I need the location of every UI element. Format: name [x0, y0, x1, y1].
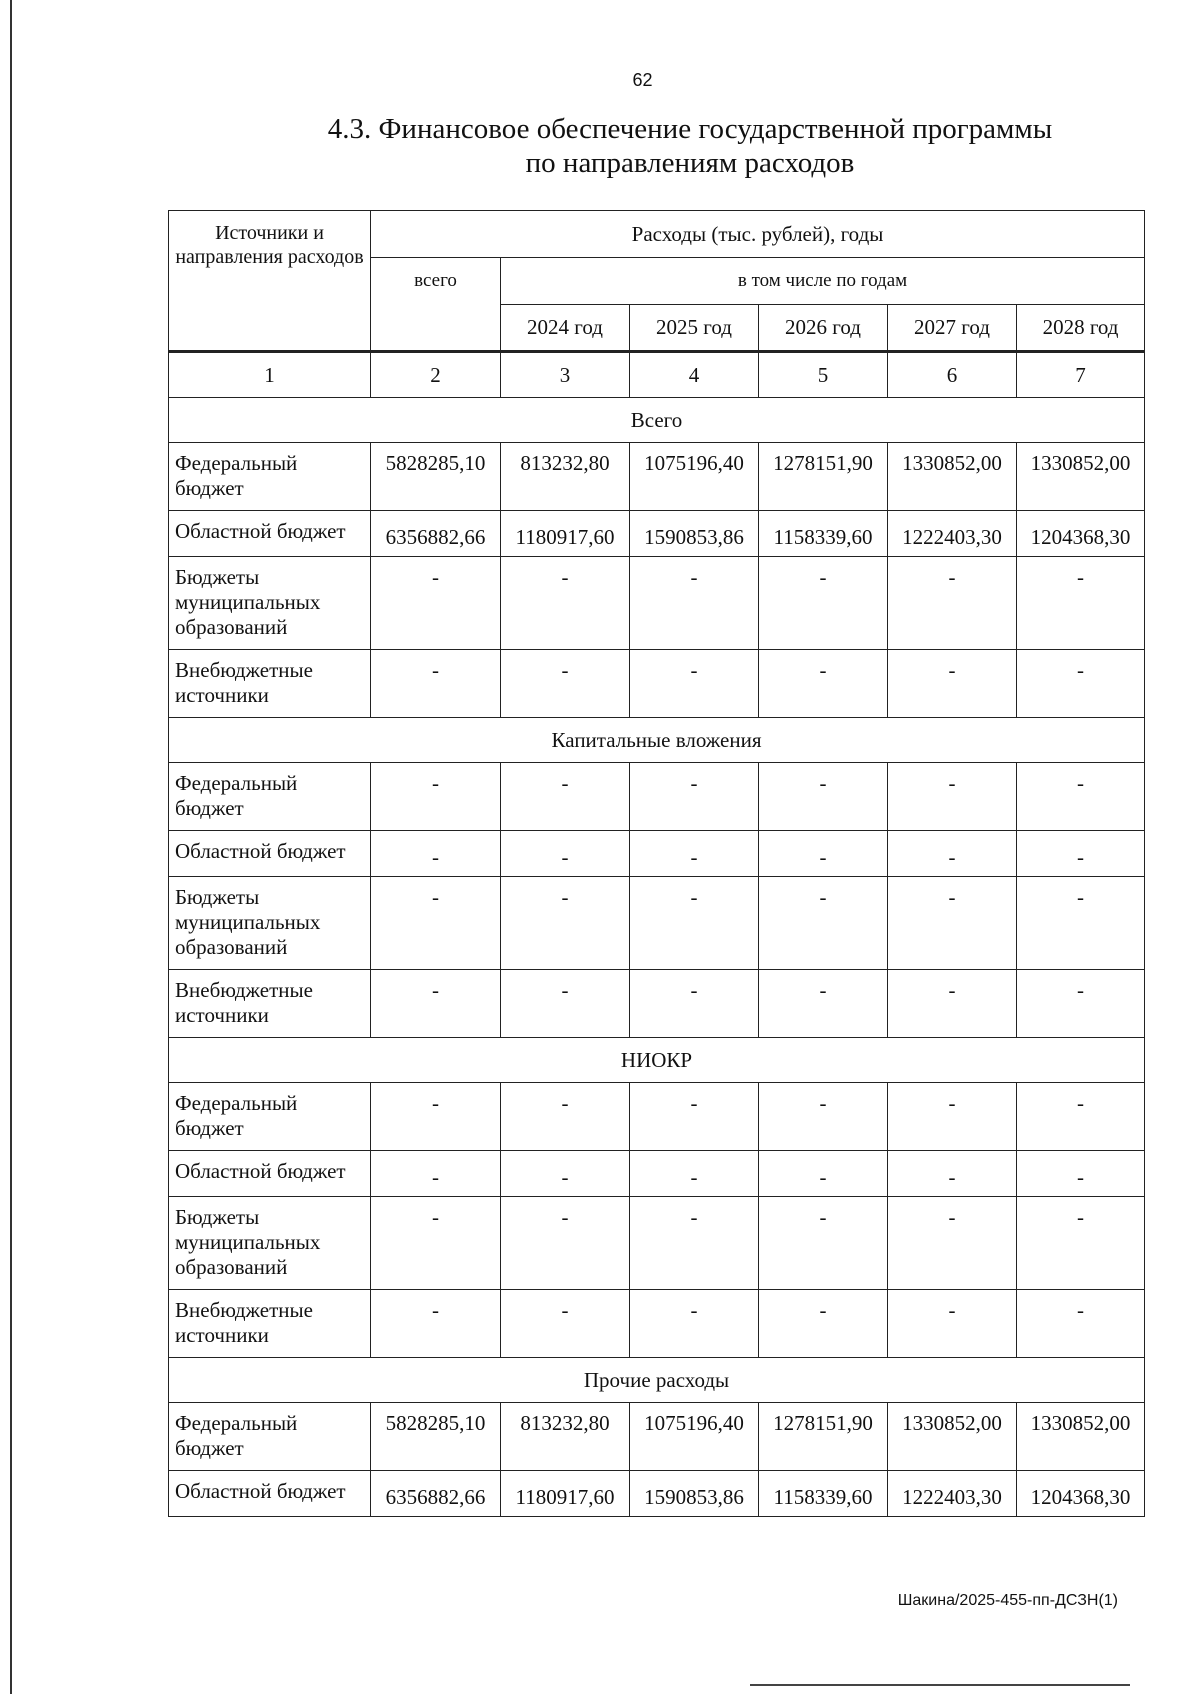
- cell-value: -: [1017, 970, 1145, 1038]
- cell-value: -: [630, 650, 759, 718]
- cell-value: -: [888, 970, 1017, 1038]
- cell-value: 5828285,10: [371, 1403, 501, 1471]
- cell-value: -: [759, 877, 888, 970]
- section-row: [169, 398, 1145, 443]
- cell-value: -: [1017, 1197, 1145, 1290]
- table-row: [169, 1151, 1145, 1197]
- cell-value: -: [501, 1083, 630, 1151]
- cell-value: -: [630, 557, 759, 650]
- cell-value: -: [759, 1197, 888, 1290]
- cell-value: -: [1017, 831, 1145, 877]
- cell-value: 1590853,86: [630, 511, 759, 557]
- row-label: Федеральный бюджет: [169, 1403, 371, 1471]
- header-year: 2026 год: [759, 305, 888, 352]
- cell-value: 6356882,66: [371, 511, 501, 557]
- table-row: [169, 1197, 1145, 1290]
- cell-value: -: [1017, 877, 1145, 970]
- cell-value: -: [371, 1151, 501, 1197]
- table-row: [169, 763, 1145, 831]
- section-title: Всего: [169, 398, 1145, 443]
- cell-value: 1158339,60: [759, 511, 888, 557]
- cell-value: -: [371, 763, 501, 831]
- cell-value: 1158339,60: [759, 1471, 888, 1517]
- cell-value: -: [501, 831, 630, 877]
- cell-value: -: [759, 763, 888, 831]
- cell-value: 1330852,00: [1017, 1403, 1145, 1471]
- scan-bottom-line: [750, 1684, 1130, 1686]
- cell-value: -: [888, 1197, 1017, 1290]
- cell-value: -: [1017, 650, 1145, 718]
- cell-value: 1075196,40: [630, 1403, 759, 1471]
- row-label: Бюджеты муниципальных образований: [169, 1197, 371, 1290]
- financing-table: [168, 210, 1145, 1517]
- table-row: [169, 831, 1145, 877]
- table-row: [169, 1471, 1145, 1517]
- header-including: в том числе по годам: [501, 258, 1145, 305]
- page-title: [230, 112, 1150, 180]
- cell-value: -: [501, 557, 630, 650]
- cell-value: 1204368,30: [1017, 1471, 1145, 1517]
- column-number: 1: [169, 352, 371, 398]
- table-row: [169, 650, 1145, 718]
- section-title: Прочие расходы: [169, 1358, 1145, 1403]
- scan-edge-line: [10, 0, 12, 1694]
- cell-value: -: [371, 1083, 501, 1151]
- section-title: НИОКР: [169, 1038, 1145, 1083]
- title-line-1: 4.3. Финансовое обеспечение государственной программы: [327, 113, 1053, 145]
- row-label: Внебюджетные источники: [169, 970, 371, 1038]
- cell-value: 1330852,00: [1017, 443, 1145, 511]
- column-number: 4: [630, 352, 759, 398]
- header-total: всего: [371, 258, 501, 352]
- header-expenses: Расходы (тыс. рублей), годы: [371, 211, 1145, 258]
- cell-value: -: [630, 763, 759, 831]
- cell-value: -: [630, 1083, 759, 1151]
- row-label: Бюджеты муниципальных образований: [169, 877, 371, 970]
- cell-value: -: [1017, 763, 1145, 831]
- title-line-2: по направлениям расходов: [525, 147, 855, 179]
- cell-value: -: [888, 831, 1017, 877]
- cell-value: 1180917,60: [501, 511, 630, 557]
- cell-value: 1075196,40: [630, 443, 759, 511]
- cell-value: -: [501, 1290, 630, 1358]
- page-number: 62: [632, 70, 653, 90]
- cell-value: -: [1017, 1151, 1145, 1197]
- cell-value: -: [888, 1151, 1017, 1197]
- cell-value: -: [888, 763, 1017, 831]
- column-number: 5: [759, 352, 888, 398]
- cell-value: 813232,80: [501, 443, 630, 511]
- table-row: [169, 1403, 1145, 1471]
- cell-value: 1278151,90: [759, 1403, 888, 1471]
- cell-value: -: [630, 877, 759, 970]
- table-row: [169, 877, 1145, 970]
- cell-value: -: [501, 1197, 630, 1290]
- cell-value: 1180917,60: [501, 1471, 630, 1517]
- cell-value: -: [888, 877, 1017, 970]
- header-year: 2028 год: [1017, 305, 1145, 352]
- cell-value: 1222403,30: [888, 511, 1017, 557]
- cell-value: -: [1017, 1290, 1145, 1358]
- table-row: [169, 511, 1145, 557]
- header-year: 2025 год: [630, 305, 759, 352]
- cell-value: 6356882,66: [371, 1471, 501, 1517]
- cell-value: -: [1017, 557, 1145, 650]
- table-row: [169, 557, 1145, 650]
- cell-value: -: [759, 1083, 888, 1151]
- cell-value: -: [501, 970, 630, 1038]
- cell-value: -: [630, 1290, 759, 1358]
- cell-value: -: [371, 1290, 501, 1358]
- cell-value: -: [888, 557, 1017, 650]
- cell-value: 1330852,00: [888, 443, 1017, 511]
- cell-value: -: [759, 557, 888, 650]
- section-title: Капитальные вложения: [169, 718, 1145, 763]
- cell-value: -: [630, 970, 759, 1038]
- row-label: Внебюджетные источники: [169, 650, 371, 718]
- row-label: Областной бюджет: [169, 1151, 371, 1197]
- cell-value: 1590853,86: [630, 1471, 759, 1517]
- section-row: [169, 1038, 1145, 1083]
- cell-value: -: [759, 1290, 888, 1358]
- cell-value: -: [371, 877, 501, 970]
- column-number: 2: [371, 352, 501, 398]
- cell-value: 813232,80: [501, 1403, 630, 1471]
- header-year: 2027 год: [888, 305, 1017, 352]
- table-row: [169, 1290, 1145, 1358]
- table-row: [169, 1083, 1145, 1151]
- cell-value: -: [371, 650, 501, 718]
- section-row: [169, 1358, 1145, 1403]
- section-row: [169, 718, 1145, 763]
- header-sources: Источники и направления расходов: [169, 211, 371, 352]
- row-label: Внебюджетные источники: [169, 1290, 371, 1358]
- table-row: [169, 443, 1145, 511]
- row-label: Областной бюджет: [169, 511, 371, 557]
- cell-value: -: [630, 831, 759, 877]
- cell-value: -: [759, 831, 888, 877]
- cell-value: -: [759, 970, 888, 1038]
- table-row: [169, 970, 1145, 1038]
- cell-value: -: [371, 831, 501, 877]
- cell-value: -: [888, 1290, 1017, 1358]
- cell-value: -: [630, 1151, 759, 1197]
- cell-value: -: [371, 970, 501, 1038]
- cell-value: 1330852,00: [888, 1403, 1017, 1471]
- row-label: Федеральный бюджет: [169, 1083, 371, 1151]
- cell-value: -: [501, 877, 630, 970]
- cell-value: 1204368,30: [1017, 511, 1145, 557]
- header-year: 2024 год: [501, 305, 630, 352]
- column-number: 6: [888, 352, 1017, 398]
- cell-value: -: [759, 650, 888, 718]
- cell-value: -: [888, 650, 1017, 718]
- row-label: Областной бюджет: [169, 1471, 371, 1517]
- cell-value: -: [371, 1197, 501, 1290]
- cell-value: -: [759, 1151, 888, 1197]
- document-reference: Шакина/2025-455-пп-ДСЗН(1): [897, 1592, 1118, 1609]
- row-label: Бюджеты муниципальных образований: [169, 557, 371, 650]
- row-label: Федеральный бюджет: [169, 443, 371, 511]
- cell-value: -: [1017, 1083, 1145, 1151]
- row-label: Областной бюджет: [169, 831, 371, 877]
- cell-value: -: [501, 763, 630, 831]
- cell-value: 1278151,90: [759, 443, 888, 511]
- column-number: 3: [501, 352, 630, 398]
- column-number: 7: [1017, 352, 1145, 398]
- cell-value: -: [501, 650, 630, 718]
- row-label: Федеральный бюджет: [169, 763, 371, 831]
- cell-value: -: [630, 1197, 759, 1290]
- cell-value: -: [888, 1083, 1017, 1151]
- cell-value: 5828285,10: [371, 443, 501, 511]
- cell-value: -: [501, 1151, 630, 1197]
- cell-value: -: [371, 557, 501, 650]
- cell-value: 1222403,30: [888, 1471, 1017, 1517]
